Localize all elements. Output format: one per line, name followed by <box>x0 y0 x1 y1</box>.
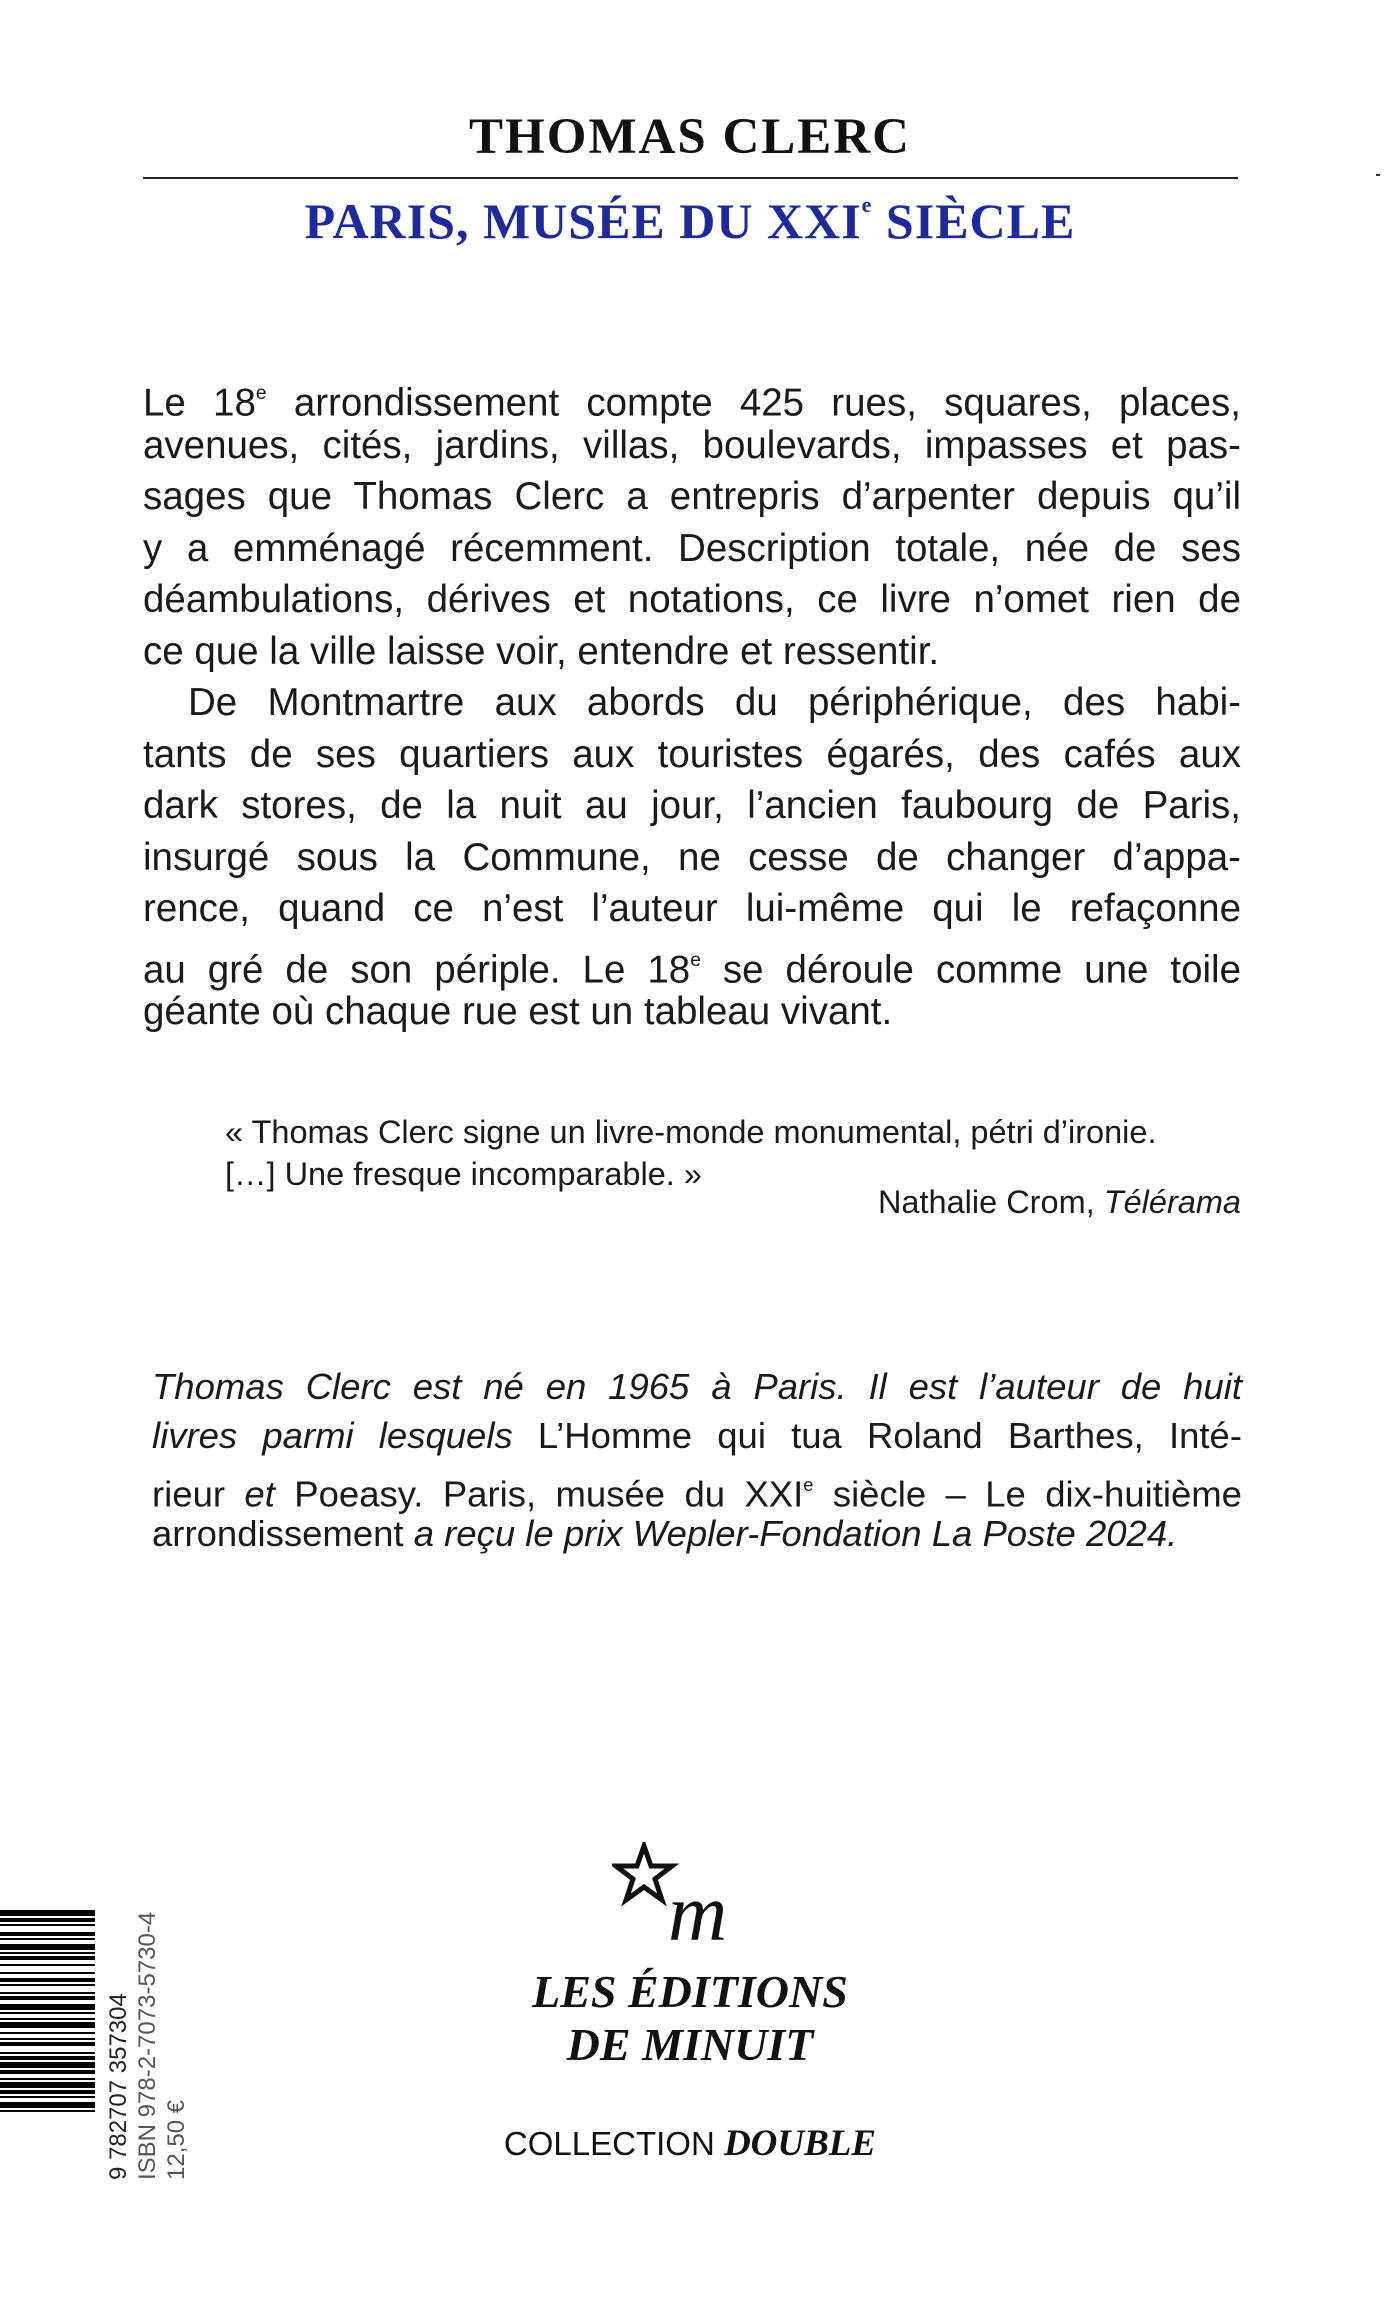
press-quote <box>225 1111 1241 1223</box>
barcode-bar <box>0 2012 95 2014</box>
publisher-line: LES ÉDITIONS <box>532 1966 848 2017</box>
bio-line: arrondissement a reçu le prix Wepler-Fondation La Poste 2024. <box>152 1513 1178 1554</box>
isbn-block <box>104 1912 191 2180</box>
barcode-bar <box>0 2042 95 2046</box>
collection-name: DOUBLE <box>723 2123 877 2164</box>
isbn-number: ISBN 978-2-7073-5730-4 <box>134 1911 161 2180</box>
barcode-bar <box>0 2070 95 2074</box>
barcode-bar <box>0 2096 95 2098</box>
barcode-bar <box>0 1944 95 1950</box>
barcode-bar <box>0 1978 95 1982</box>
author-name: THOMAS CLERC <box>469 109 911 165</box>
blurb-line: géante où chaque rue est un tableau vivant. <box>143 990 893 1033</box>
barcode-bar <box>0 1956 95 1960</box>
blurb-line: ce que la ville laisse voir, entendre et ressentir. <box>143 629 940 673</box>
barcode-bar <box>0 1932 95 1936</box>
blurb-line: tants de ses quartiers aux touristes égarés, des cafés aux <box>143 732 1241 776</box>
book-title: PARIS, MUSÉE DU XXIe SIÈCLE <box>304 192 1076 249</box>
quote-line: « Thomas Clerc signe un livre-monde monumental, pétri d’ironie. <box>225 1114 1157 1150</box>
author-bio <box>152 1362 1242 1558</box>
barcode-bar <box>0 1964 95 1966</box>
barcode-bar <box>0 1996 95 2000</box>
blurb-line: De Montmartre aux abords du périphérique, des habi- <box>188 681 1241 724</box>
barcode-bar <box>0 1918 95 1922</box>
barcode-bar <box>0 2090 95 2094</box>
barcode-bar <box>0 1972 95 1974</box>
blurb-line: sages que Thomas Clerc a entrepris d’arpenter depuis qu’il <box>143 475 1241 518</box>
barcode-bar <box>0 2056 95 2060</box>
barcode-bar <box>0 1952 95 1954</box>
barcode-bar <box>0 2032 95 2034</box>
publisher-name <box>0 1965 1380 2071</box>
barcode-bar <box>0 2004 95 2010</box>
bio-line: livres parmi lesquels L’Homme qui tua Roland Barthes, Inté- <box>152 1415 1243 1456</box>
barcode-bar <box>0 2078 95 2080</box>
barcode-bar <box>0 2110 95 2112</box>
barcode-bar <box>0 2022 95 2028</box>
barcode-bar <box>0 2052 95 2054</box>
collection-label: COLLECTION DOUBLE <box>503 2123 877 2164</box>
barcode <box>0 1910 95 2182</box>
blurb-line: y a emménagé récemment. Description totale, née de ses <box>143 526 1241 570</box>
barcode-bar <box>0 2082 95 2088</box>
price: 12,50 € <box>163 2099 190 2180</box>
barcode-bar <box>0 2102 95 2108</box>
blurb-line: avenues, cités, jardins, villas, boulevards, impasses et pas- <box>143 423 1241 467</box>
barcode-bar <box>0 1992 95 1994</box>
star-m-logo-icon <box>612 1842 752 1952</box>
bio-line: rieur et Poeasy. Paris, musée du XXIe siècle – Le dix-huitième <box>152 1473 1242 1515</box>
blurb-line: dark stores, de la nuit au jour, l’ancien faubourg de Paris, <box>143 784 1241 827</box>
svg-text:m: m <box>668 1867 728 1952</box>
corner-mark <box>1376 174 1380 176</box>
blurb-line: Le 18e arrondissement compte 425 rues, squares, places, <box>143 381 1241 425</box>
publisher-line: DE MINUIT <box>566 2019 814 2070</box>
blurb-line: au gré de son périple. Le 18e se déroule comme une toile <box>143 947 1241 991</box>
bio-line: Thomas Clerc est né en 1965 à Paris. Il est l’auteur de huit <box>152 1366 1242 1407</box>
barcode-digits: 9 782707 357304 <box>105 1993 132 2180</box>
blurb-line: déambulations, dérives et notations, ce livre n’omet rien de <box>143 578 1241 621</box>
quote-line: […] Une fresque incomparable. » <box>225 1156 702 1192</box>
blurb-line: insurgé sous la Commune, ne cesse de changer d’appa- <box>143 835 1241 879</box>
barcode-bar <box>0 2038 95 2040</box>
barcode-bar <box>0 1924 95 1926</box>
barcode-bar <box>0 2018 95 2020</box>
blurb-line: rence, quand ce n’est l’auteur lui-même qui le refaçonne <box>143 887 1241 930</box>
barcode-bar <box>0 1938 95 1940</box>
barcode-bar <box>0 1910 95 1916</box>
barcode-bar <box>0 2062 95 2068</box>
quote-attribution: Nathalie Crom, Télérama <box>877 1184 1241 1220</box>
blurb-text <box>143 368 1241 1038</box>
barcode-bar <box>0 1984 95 1986</box>
title-divider <box>143 177 1238 179</box>
